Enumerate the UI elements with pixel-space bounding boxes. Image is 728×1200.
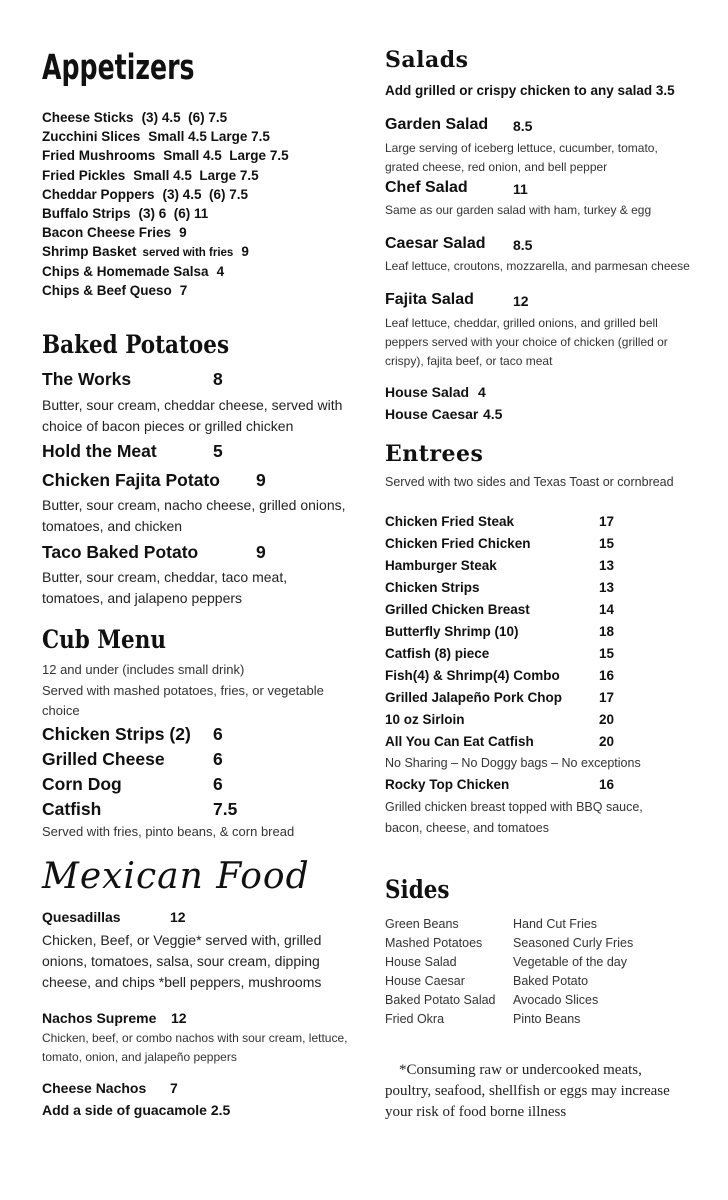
salad-item-name: Fajita Salad	[385, 291, 474, 308]
side-item: House Caesar	[385, 974, 465, 988]
appetizer-item	[42, 168, 259, 183]
salad-item-desc: Large serving of iceberg lettuce, cucumber, tomato, grated cheese, red onion, and bell pepper	[385, 141, 658, 174]
entree-item-price: 13	[599, 558, 615, 573]
mexican-item-price: 12	[170, 909, 186, 925]
appetizer-item-price: 9	[179, 225, 187, 241]
appetizer-item-price: Small 4.5 Large 7.5	[163, 148, 289, 164]
appetizer-item	[42, 187, 248, 202]
salads-heading: Salads	[385, 47, 469, 73]
cub-item-price: 6	[213, 749, 223, 769]
food-safety-disclaimer: *Consuming raw or undercooked meats, poultry, seafood, shellfish or eggs may increase your risk of food borne illness	[385, 1062, 670, 1120]
salad-item-desc: Leaf lettuce, cheddar, grilled onions, and grilled bell peppers served with your choice of chicken (grilled or crispy), fajita beef, or taco meat	[385, 316, 668, 368]
mexican-food-heading: Mexican Food	[42, 856, 310, 897]
entree-item-name: 10 oz Sirloin	[385, 712, 465, 727]
potato-item-name: The Works	[42, 369, 132, 389]
mexican-item-desc: Chicken, Beef, or Veggie* served with, grilled onions, tomatoes, salsa, sour cream, dipping cheese, and chips *bell peppers, mushrooms	[42, 932, 322, 990]
cub-item-name: Grilled Cheese	[42, 749, 165, 769]
appetizer-item-name: Shrimp Basket	[42, 244, 137, 260]
entree-item-name: Chicken Fried Steak	[385, 514, 515, 529]
entree-item-price: 20	[599, 734, 615, 749]
appetizer-item	[42, 206, 208, 221]
mexican-item-name: Quesadillas	[42, 909, 121, 925]
baked-potatoes-heading: Baked Potatoes	[42, 330, 230, 359]
salad-item-price: 8.5	[513, 118, 533, 134]
appetizer-item	[42, 129, 270, 144]
side-item: Mashed Potatoes	[385, 936, 483, 950]
potato-item-name: Chicken Fajita Potato	[42, 470, 220, 490]
entree-item-price: 16	[599, 777, 615, 792]
potato-item-price: 8	[213, 369, 223, 389]
appetizer-item	[42, 148, 289, 163]
cub-menu-age-note: 12 and under (includes small drink)	[42, 662, 245, 677]
appetizer-item	[42, 110, 227, 125]
side-item: Fried Okra	[385, 1012, 445, 1026]
entree-item-price: 20	[599, 712, 615, 727]
potato-item-desc: Butter, sour cream, nacho cheese, grilled onions, tomatoes, and chicken	[42, 497, 346, 534]
potato-item-desc: Butter, sour cream, cheddar cheese, served with choice of bacon pieces or grilled chicken	[42, 397, 343, 434]
guacamole-addon: Add a side of guacamole 2.5	[42, 1102, 231, 1118]
cub-item-name: Chicken Strips (2)	[42, 724, 191, 744]
salad-item-name: Caesar Salad	[385, 235, 486, 252]
entree-item-price: 18	[599, 624, 615, 639]
appetizer-item-name: Cheese Sticks	[42, 110, 134, 125]
appetizer-item-price: Small 4.5 Large 7.5	[133, 167, 259, 183]
side-item: House Salad	[385, 955, 457, 969]
potato-item-desc: Butter, sour cream, cheddar, taco meat, tomatoes, and jalapeno peppers	[42, 569, 288, 606]
entree-item-desc: Grilled chicken breast topped with BBQ sauce, bacon, cheese, and tomatoes	[385, 800, 643, 835]
cub-item-price: 6	[213, 774, 223, 794]
entrees-sides-note: Served with two sides and Texas Toast or cornbread	[385, 475, 674, 489]
mexican-item-name: Nachos Supreme	[42, 1010, 157, 1026]
entree-item-name: Grilled Jalapeño Pork Chop	[385, 690, 563, 705]
appetizer-item-name: Bacon Cheese Fries	[42, 225, 172, 241]
salad-item-desc: Same as our garden salad with ham, turkey & egg	[385, 203, 652, 217]
entree-item-price: 17	[599, 690, 615, 705]
entree-item-name: Rocky Top Chicken	[385, 777, 510, 792]
appetizer-item-price: 9	[241, 244, 249, 260]
salad-item-price: 11	[513, 181, 528, 197]
salad-item-price: 8.5	[513, 237, 533, 253]
salad-item-price: 4	[478, 384, 486, 400]
appetizer-item	[42, 244, 249, 259]
appetizers-heading: Appetizers	[42, 48, 195, 88]
salad-chicken-addon: Add grilled or crispy chicken to any salad 3.5	[385, 83, 675, 98]
cub-item-price: 6	[213, 724, 223, 744]
appetizer-item-name: Cheddar Poppers	[42, 186, 155, 202]
cub-item-name: Corn Dog	[42, 774, 122, 794]
salad-item-name: Garden Salad	[385, 116, 489, 133]
salad-item-name: Chef Salad	[385, 179, 468, 196]
entree-item-price: 15	[599, 536, 615, 551]
sides-heading: Sides	[385, 875, 450, 904]
entree-item-price: 15	[599, 646, 615, 661]
appetizer-item-name: Buffalo Strips	[42, 206, 131, 221]
entree-item-name: Chicken Strips	[385, 580, 480, 595]
appetizer-item-name: Fried Mushrooms	[42, 148, 156, 164]
entree-item-name: Fish(4) & Shrimp(4) Combo	[385, 668, 560, 683]
entree-item-name: Hamburger Steak	[385, 558, 497, 573]
potato-item-name: Hold the Meat	[42, 441, 157, 461]
side-item: Green Beans	[385, 917, 459, 931]
cub-item-price: 7.5	[213, 799, 238, 819]
appetizer-item-price: 7	[179, 282, 188, 298]
cub-item-name: Catfish	[42, 799, 102, 819]
entree-item-name: All You Can Eat Catfish	[385, 734, 534, 749]
mexican-item-price: 7	[170, 1080, 178, 1096]
appetizer-item-price: (3) 4.5 (6) 7.5	[162, 186, 249, 202]
entree-item-price: 13	[599, 580, 615, 595]
entree-item-name: Catfish (8) piece	[385, 646, 490, 661]
entree-item-name: Grilled Chicken Breast	[385, 602, 530, 617]
appetizer-item-name: Chips & Beef Queso	[42, 282, 172, 298]
salad-item-price: 4.5	[483, 406, 503, 422]
salad-item-name: House Caesar	[385, 406, 479, 422]
salad-item-price: 12	[513, 293, 529, 309]
entree-item-price: 17	[599, 514, 615, 529]
mexican-item-name: Cheese Nachos	[42, 1080, 147, 1096]
entrees-heading: Entrees	[385, 441, 484, 467]
mexican-item-desc: Chicken, beef, or combo nachos with sour cream, lettuce, tomato, onion, and jalapeño peppers	[42, 1031, 348, 1064]
potato-item-name: Taco Baked Potato	[42, 542, 199, 562]
salad-item-desc: Leaf lettuce, croutons, mozzarella, and parmesan cheese	[385, 259, 690, 273]
appetizer-item-price: 4	[216, 263, 225, 279]
appetizer-item-name: Fried Pickles	[42, 167, 126, 183]
appetizer-item	[42, 225, 187, 240]
side-item: Pinto Beans	[513, 1012, 581, 1026]
appetizer-item	[42, 283, 187, 298]
appetizer-item-price: (3) 4.5 (6) 7.5	[141, 110, 228, 125]
entree-item-price: 16	[599, 668, 615, 683]
potato-item-price: 9	[256, 470, 266, 490]
cub-menu-heading: Cub Menu	[42, 625, 167, 654]
entree-item-name: Butterfly Shrimp (10)	[385, 624, 519, 639]
appetizer-item-note: served with fries	[142, 247, 234, 260]
appetizer-item-name: Chips & Homemade Salsa	[42, 263, 209, 279]
entree-item-price: 14	[599, 602, 615, 617]
appetizer-item-price: Small 4.5 Large 7.5	[148, 129, 270, 145]
potato-item-price: 5	[213, 441, 223, 461]
entree-rule-note: No Sharing – No Doggy bags – No exceptions	[385, 756, 641, 770]
side-item: Baked Potato	[513, 974, 589, 988]
potato-item-price: 9	[256, 542, 266, 562]
cub-menu-footer-note: Served with fries, pinto beans, & corn bread	[42, 824, 295, 839]
salad-item-name: House Salad	[385, 384, 470, 400]
mexican-item-price: 12	[171, 1010, 187, 1026]
cub-menu-sides-note: Served with mashed potatoes, fries, or vegetable choice	[42, 683, 324, 718]
side-item: Seasoned Curly Fries	[513, 936, 634, 950]
appetizer-item-price: (3) 6 (6) 11	[138, 206, 209, 221]
side-item: Vegetable of the day	[513, 955, 627, 969]
side-item: Baked Potato Salad	[385, 993, 496, 1007]
side-item: Hand Cut Fries	[513, 917, 598, 931]
side-item: Avocado Slices	[513, 993, 599, 1007]
entree-item-name: Chicken Fried Chicken	[385, 536, 531, 551]
appetizer-item	[42, 264, 224, 279]
appetizer-item-name: Zucchini Slices	[42, 129, 141, 145]
